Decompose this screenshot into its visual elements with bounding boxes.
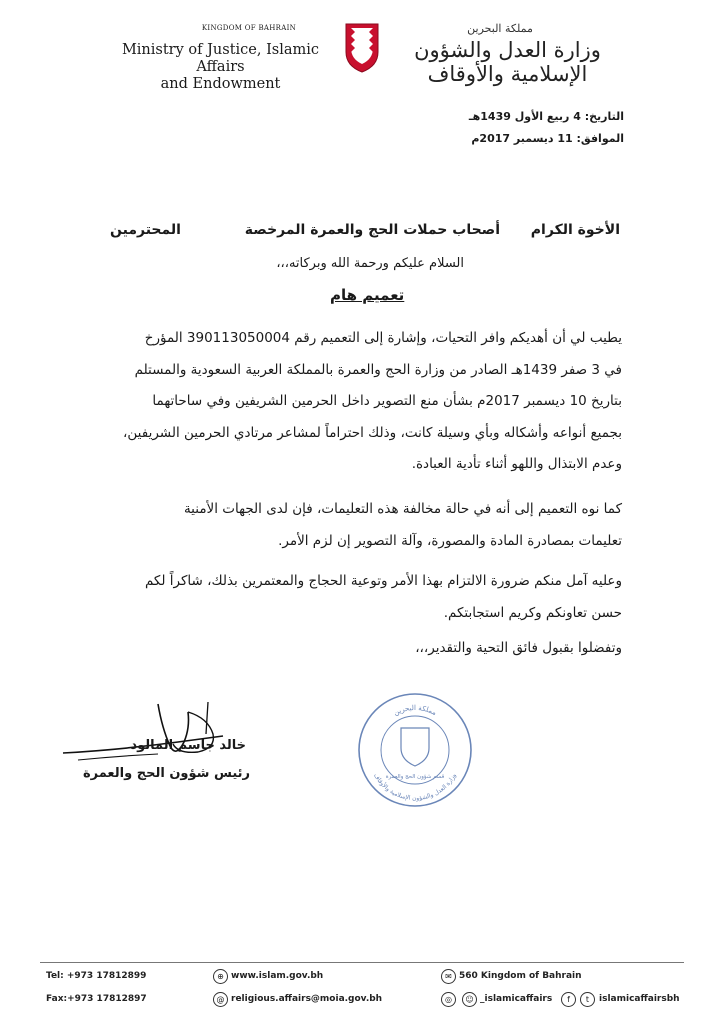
paragraph-1-line: في 3 صفر 1439هـ الصادر من وزارة الحج والعمرة بالمملكة العربية السعودية والمستلم xyxy=(134,361,622,378)
mailbox-icon: ✉ xyxy=(441,969,456,984)
instagram-icon: ◎ xyxy=(441,992,456,1007)
greeting: السلام عليكم ورحمة الله وبركاته،،، xyxy=(276,256,464,271)
stamp-top-text: مملكة البحرين xyxy=(392,703,438,718)
globe-icon: ⊕ xyxy=(213,969,228,984)
svg-text:مملكة البحرين xyxy=(392,704,438,717)
ministry-name-en-line2: and Endowment xyxy=(160,76,281,92)
official-stamp xyxy=(355,690,475,810)
signatory-title: رئيس شؤون الحج والعمرة xyxy=(82,766,250,781)
paragraph-1 xyxy=(65,323,622,481)
footer-address: 560 Kingdom of Bahrain xyxy=(459,971,582,981)
snapchat-icon: ☺ xyxy=(462,992,477,1007)
footer-instagram[interactable]: _islamicaffairs xyxy=(480,994,553,1004)
ministry-name-en xyxy=(108,42,333,93)
footer-website[interactable]: www.islam.gov.bh xyxy=(231,971,324,981)
closing-line: وتفضلوا بقبول فائق التحية والتقدير،،، xyxy=(415,640,622,656)
footer-fax: Fax:+973 17812897 xyxy=(46,994,147,1004)
paragraph-1-line: وعدم الابتذال واللهو أثناء تأدية العبادة. xyxy=(411,456,622,472)
facebook-icon: f xyxy=(561,992,576,1007)
email-icon: @ xyxy=(213,992,228,1007)
twitter-icon: t xyxy=(580,992,595,1007)
stamp-inner-text: قسم شؤون الحج والعمرة xyxy=(385,774,445,780)
stamp-bottom-text: وزارة العدل والشؤون الإسلامية والأوقاف xyxy=(372,772,458,803)
paragraph-3-line: حسن تعاونكم وكريم استجابتكم. xyxy=(443,604,622,621)
paragraph-2-line: تعليمات بمصادرة المادة والمصورة، وآلة التصوير إن لزم الأمر. xyxy=(278,532,622,549)
ministry-name-en-line1: Ministry of Justice, Islamic Affairs xyxy=(121,42,320,75)
footer-tel: Tel: +973 17812899 xyxy=(46,971,147,981)
paragraph-3-line: وعليه آمل منكم ضرورة الالتزام بهذا الأمر وتوعية الحجاج والمعتمرين بذلك، شاكراً لكم xyxy=(144,573,622,589)
footer-email[interactable]: religious.affairs@moia.gov.bh xyxy=(231,994,383,1004)
paragraph-2-line: كما نوه التعميم إلى أنه في حالة مخالفة هذه التعليمات، فإن لدى الجهات الأمنية xyxy=(183,501,622,517)
subject-heading: تعميم هام xyxy=(330,286,405,304)
paragraph-1-line: بجميع أنواعه وأشكاله وبأي وسيلة كانت، وذلك احتراماً لمشاعر مرتادي الحرمين الشريفين، xyxy=(123,424,622,441)
paragraph-2 xyxy=(65,494,622,557)
bahrain-emblem-icon xyxy=(342,22,382,74)
footer-divider xyxy=(40,962,684,963)
paragraph-3 xyxy=(65,566,622,629)
kingdom-name-ar: مملكة البحرين xyxy=(467,22,533,35)
date-block xyxy=(404,106,624,150)
salutation-left: المحترمين xyxy=(110,222,181,238)
salutation-row xyxy=(110,222,620,248)
date-hijri: التاريخ: 4 ربيع الأول 1439هـ xyxy=(468,110,624,123)
salutation-right: الأخوة الكرام xyxy=(530,222,620,238)
date-gregorian: الموافق: 11 ديسمبر 2017م xyxy=(471,132,624,145)
kingdom-name-en: KINGDOM OF BAHRAIN xyxy=(201,24,297,32)
salutation-middle: أصحاب حملات الحج والعمرة المرخصة xyxy=(244,222,500,238)
paragraph-1-line: بتاريخ 10 ديسمبر 2017م بشأن منع التصوير داخل الحرمين الشريفين وفي ساحاتهما xyxy=(152,393,622,409)
ministry-name-ar: وزارة العدل والشؤون الإسلامية والأوقاف xyxy=(414,38,601,86)
paragraph-1-line: يطيب لي أن أهديكم وافر التحيات، وإشارة إلى التعميم رقم 390113050004 المؤرخ xyxy=(144,330,622,346)
footer-social[interactable]: islamicaffairsbh xyxy=(599,994,680,1004)
signatory-name: خالد جاسم المالود xyxy=(130,738,246,753)
